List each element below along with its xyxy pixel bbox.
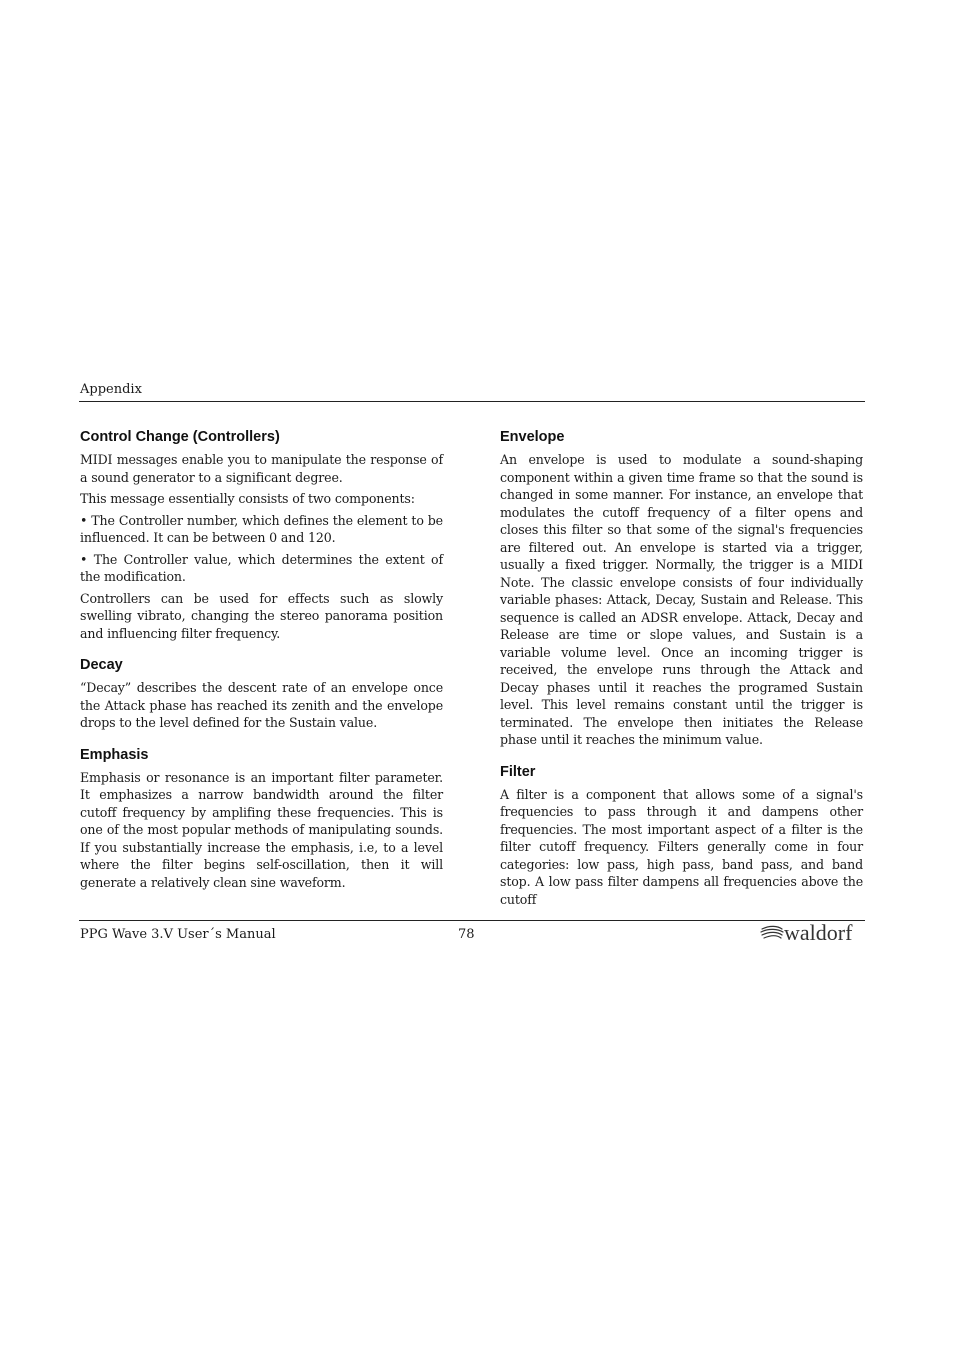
header-rule	[79, 401, 865, 402]
section-emphasis	[80, 746, 443, 892]
waldorf-logo-swoosh-icon	[761, 926, 783, 938]
paragraph: This message essentially consists of two components:	[80, 491, 415, 506]
running-header: Appendix	[80, 382, 142, 397]
section-filter	[500, 763, 863, 909]
paragraph: MIDI messages enable you to manipulate the response of a sound generator to a significant degree.	[80, 452, 443, 485]
section-heading: Filter	[500, 763, 536, 780]
section-heading: Decay	[80, 657, 123, 673]
section-heading: Envelope	[500, 429, 565, 445]
left-column	[80, 428, 443, 905]
right-column	[500, 428, 863, 922]
footer-manual-title: PPG Wave 3.V User´s Manual	[80, 927, 276, 942]
bullet-paragraph: • The Controller value, which determines the extent of the modification.	[80, 551, 443, 584]
section-heading: Emphasis	[80, 746, 149, 763]
waldorf-logo-wordmark: waldorf	[784, 920, 853, 945]
paragraph: A filter is a component that allows some of a signal's frequencies to pass through it and dampens other frequencies. The most important aspect of a filter is the filter cutoff frequency. Filters generally come in four categories: low pass, high pass, band pass, and band stop. A low pass filter dampens all frequencies above the cutoff	[500, 786, 863, 907]
section-decay	[80, 656, 443, 732]
paragraph: Controllers can be used for effects such as slowly swelling vibrato, changing the stereo panorama position and influencing filter frequency.	[80, 590, 443, 641]
waldorf-logo	[760, 920, 865, 946]
paragraph: “Decay” describes the descent rate of an envelope once the Attack phase has reached its zenith and the envelope drops to the level defined for the Sustain value.	[80, 680, 443, 730]
footer-rule	[79, 920, 865, 921]
bullet-paragraph: • The Controller number, which defines the element to be influenced. It can be between 0 and 120.	[80, 512, 443, 545]
page-number: 78	[458, 927, 475, 942]
section-envelope	[500, 428, 863, 749]
paragraph: Emphasis or resonance is an important filter parameter. It emphasizes a narrow bandwidth around the filter cutoff frequency by amplifing these frequencies. This is one of the most popular methods of manipulating sounds. If you substantially increase the emphasis, i.e, to a level where the filter begins self-oscillation, then it will generate a relatively clean sine waveform.	[80, 769, 443, 890]
section-heading: Control Change (Controllers)	[80, 429, 280, 445]
paragraph: An envelope is used to modulate a sound-shaping component within a given time frame so that the sound is changed in some manner. For instance, an envelope that modulates the cutoff frequency of a filter opens and closes this filter so that some of the signal's frequencies are filtered out. An envelope is started via a trigger, usually a fixed trigger. Normally, the trigger is a MIDI Note. The classic envelope consists of four individually variable phases: Attack, Decay, Sustain and Release. This sequence is called an ADSR envelope. Attack, Decay and Release are time or slope values, and Sustain is a variable volume level. Once an incoming trigger is received, the envelope runs through the Attack and Decay phases until it reaches the programed Sustain level. This level remains constant until the trigger is terminated. The envelope then initiates the Release phase until it reaches the minimum value.	[500, 452, 863, 747]
section-control-change	[80, 428, 443, 642]
